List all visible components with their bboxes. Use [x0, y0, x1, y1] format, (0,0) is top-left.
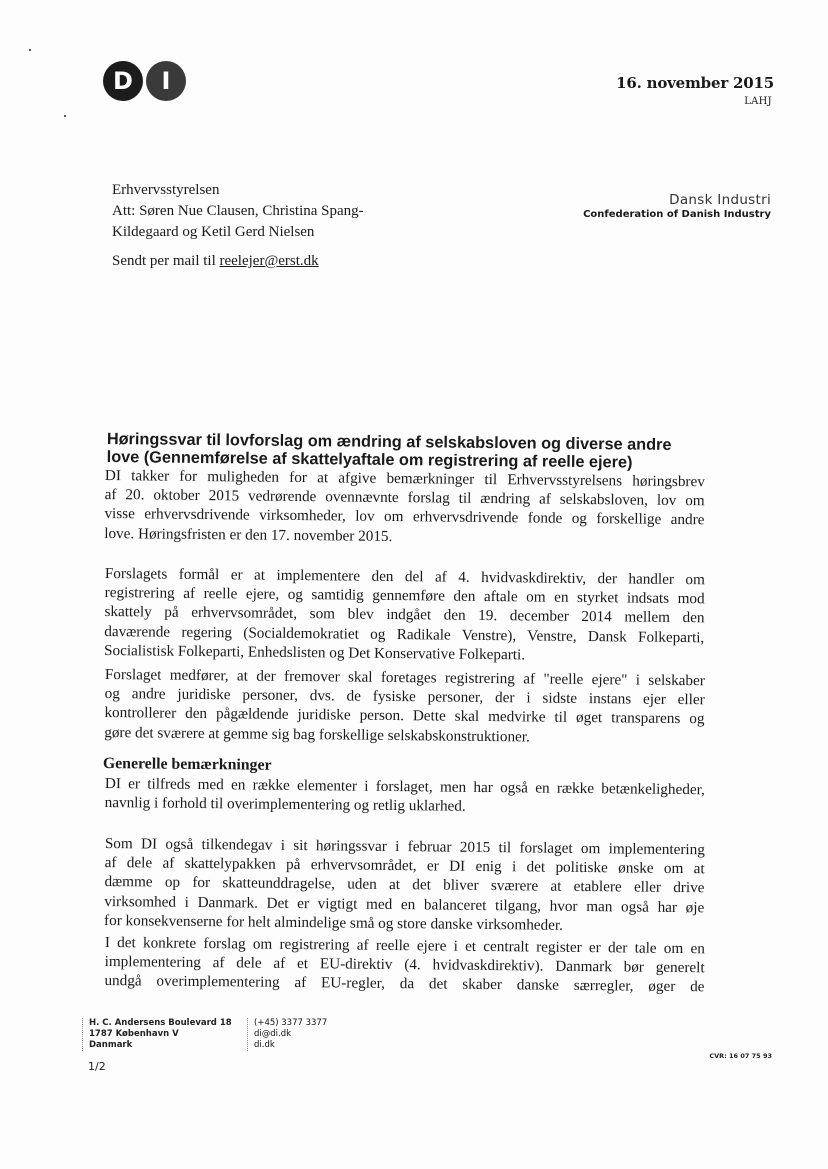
text-line: love. Høringsfristen er den 17. november 2015.: [104, 524, 393, 545]
text-line: registrering af reelle ejere, og samtidig gennemføre den aftale om en styrket indsats mod: [104, 584, 705, 608]
recipient-line: Kildegaard og Ketil Gerd Nielsen: [112, 224, 315, 240]
footer-website-link[interactable]: di.dk: [254, 1040, 275, 1050]
recipient-email-link[interactable]: reelejer@erst.dk: [219, 253, 319, 269]
text-line: og andre juridiske personer, dvs. de fysiske personer, der i sidste instans ejer eller: [104, 685, 705, 709]
paragraph-intro: [104, 466, 705, 549]
organization-name: Dansk Industri: [669, 192, 771, 208]
organization-block: [583, 192, 771, 220]
text-line: Forslaget medfører, at der fremover skal foretages registrering af "reelle ejere" i selskaber: [104, 665, 705, 690]
address-line: Danmark: [89, 1040, 133, 1050]
text-line: virksomhed i Danmark. Det er vigtigt med en balanceret tilgang, hvor man også har øje: [104, 892, 705, 916]
text-line: gøre det sværere at gemme sig bag forskellige selskabskonstruktioner.: [104, 723, 530, 746]
text-line: skattely på erhvervsområdet, som blev indgået den 19. december 2014 mellem den: [104, 603, 705, 627]
text-line: for konsekvenserne for helt almindelige små og store danske virksomheder.: [104, 911, 564, 934]
document-title: [107, 430, 707, 472]
paragraph-previous-response: [104, 834, 705, 936]
di-logo: [103, 61, 186, 101]
recipient-line: Att: Søren Nue Clausen, Christina Spang-: [112, 203, 364, 219]
recipient-line: Erhvervsstyrelsen: [112, 182, 220, 198]
text-line: navnlig i forhold til overimplementering og retlig uklarhed.: [104, 794, 466, 815]
sent-prefix: Sendt per mail til: [112, 253, 220, 269]
address-line: 1787 København V: [89, 1029, 179, 1039]
footer-email-link[interactable]: di@di.dk: [254, 1029, 292, 1039]
letter-date: 16. november 2015: [616, 74, 774, 92]
paragraph-effect: [104, 665, 705, 748]
author-initials: LAHJ: [744, 96, 772, 107]
text-line: Som DI også tilkendegav i sit høringssvar i februar 2015 til forslaget om implementering: [104, 834, 705, 859]
text-line: DI er tilfreds med en række elementer i forslaget, men har også en række betænkeligheder,: [104, 774, 705, 799]
recipient-address: [112, 180, 364, 243]
title-line: Høringssvar til lovforslag om ændring af selskabsloven og diverse andre: [106, 430, 672, 454]
text-line: I det konkrete forslag om registrering af reelle ejere i et centralt register er der tale om en: [104, 933, 705, 958]
text-line: Forslagets formål er at implementere den del af 4. hvidvaskdirektiv, der handler om: [104, 564, 705, 589]
logo-circle-d: D: [103, 61, 143, 101]
scan-speck: [29, 49, 31, 51]
footer-phone: (+45) 3377 3377: [254, 1018, 328, 1028]
cvr-number: CVR: 16 07 75 93: [709, 1052, 772, 1060]
text-line: implementering af dele af et EU-direktiv (4. hvidvaskdirektiv). Danmark bør generelt: [104, 953, 705, 977]
text-line: Socialistisk Folkeparti, Enhedslisten og Det Konservative Folkeparti.: [104, 641, 526, 664]
scan-speck: [64, 115, 66, 117]
sent-by-mail-line: [112, 253, 319, 270]
text-line: dæmme op for skatteunddragelse, uden at det bliver sværere at etablere eller drive: [104, 873, 705, 897]
page-number: 1/2: [88, 1060, 106, 1073]
footer-address: [82, 1018, 249, 1051]
text-line: visse erhvervsdrivende virksomheder, lov om erhvervsdrivende fonde og forskellige andre: [104, 505, 705, 529]
organization-subtitle: Confederation of Danish Industry: [583, 209, 771, 220]
logo-circle-i: I: [146, 61, 186, 101]
text-line: af dele af skattelypakken på erhvervsområdet, er DI enig i det politiske ønske om at: [104, 854, 705, 878]
section-heading: Generelle bemærkninger: [102, 755, 272, 774]
text-line: daværende regering (Socialdemokratiet og Radikale Venstre), Venstre, Dansk Folkeparti,: [104, 622, 705, 646]
paragraph-eu-directive: [104, 933, 705, 997]
paragraph-purpose: [104, 564, 705, 666]
text-line: af 20. oktober 2015 vedrørende ovennævnte forslag til ændring af selskabsloven, lov om: [104, 486, 705, 510]
text-line: DI takker for muligheden for at afgive bemærkninger til Erhvervsstyrelsens høringsbrev: [104, 466, 705, 491]
text-line: kontrollerer den pågældende juridiske person. Dette skal medvirke til øget transparens og: [104, 704, 705, 728]
footer-contact: [247, 1018, 327, 1051]
text-line: undgå overimplementering af EU-regler, da det skaber danske særregler, øger de: [104, 972, 705, 996]
title-line: love (Gennemførelse af skattelyaftale om registrering af reelle ejere): [106, 447, 633, 472]
address-line: H. C. Andersens Boulevard 18: [89, 1018, 232, 1028]
paragraph-general: [105, 774, 705, 819]
